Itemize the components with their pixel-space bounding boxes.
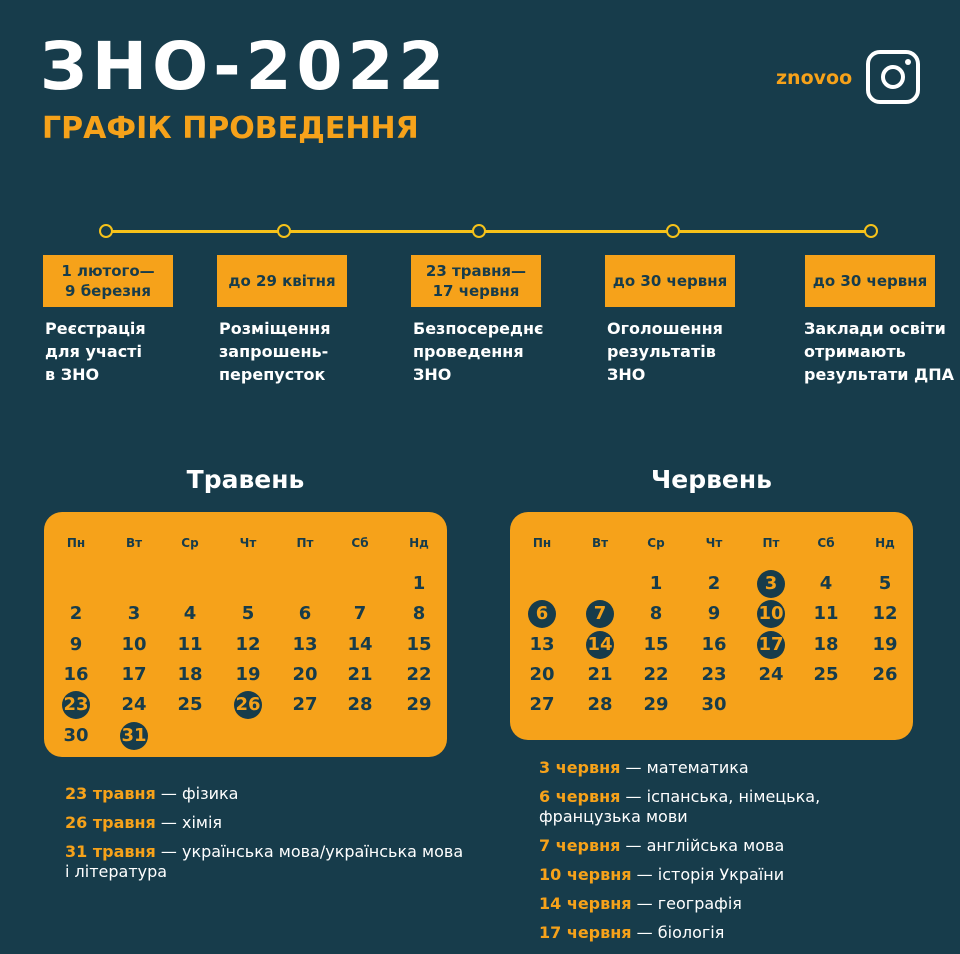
calendar-day: 16 xyxy=(701,633,727,655)
calendar-day: 7 xyxy=(353,603,367,625)
timeline-date: до 30 червня xyxy=(605,255,735,307)
legend-item: 3 червня — математика xyxy=(539,758,749,777)
calendar-day: 5 xyxy=(878,573,892,594)
timeline-date: до 29 квітня xyxy=(217,255,347,307)
weekday-header: Пт xyxy=(762,536,780,550)
legend-item: 10 червня — історія України xyxy=(539,865,785,884)
calendar-day: 16 xyxy=(63,663,89,685)
timeline-dot xyxy=(99,224,113,238)
calendar-day: 15 xyxy=(406,633,432,655)
timeline-description: Реєстрація для участі в ЗНО xyxy=(45,319,146,384)
calendar-day: 6 xyxy=(298,603,312,625)
exam-day: 7 xyxy=(586,600,614,628)
timeline-dot xyxy=(864,224,878,238)
calendar-day: 30 xyxy=(701,694,727,716)
weekday-header: Ср xyxy=(181,536,199,550)
calendar-day: 11 xyxy=(813,603,839,625)
calendar-day: 20 xyxy=(292,663,318,685)
legend-may xyxy=(65,784,465,882)
calendar-may xyxy=(44,512,447,757)
calendar-day: 23 xyxy=(701,663,727,685)
timeline-dot xyxy=(277,224,291,238)
weekday-header: Сб xyxy=(351,536,369,550)
month-title-june: Червень xyxy=(651,465,772,494)
calendar-day: 30 xyxy=(63,724,89,746)
calendar-day: 12 xyxy=(872,603,898,625)
weekday-header: Вт xyxy=(125,536,143,550)
calendar-day: 20 xyxy=(529,663,555,685)
exam-day: 17 xyxy=(757,631,785,659)
exam-day: 10 xyxy=(757,600,785,628)
legend-item: 31 травня — українська мова/українська мова і література xyxy=(65,842,464,881)
calendar-day: 4 xyxy=(819,573,833,594)
calendar-day: 28 xyxy=(347,694,373,716)
page-title: ЗНО-2022 xyxy=(40,28,450,105)
calendar-day: 13 xyxy=(529,633,555,655)
calendar-day: 15 xyxy=(643,633,669,655)
exam-day: 31 xyxy=(120,722,148,750)
timeline-line xyxy=(105,230,870,233)
weekday-header: Пт xyxy=(296,536,314,550)
calendar-day: 8 xyxy=(412,603,426,625)
legend-item: 23 травня — фізика xyxy=(65,784,239,803)
weekday-header: Нд xyxy=(409,536,429,550)
calendar-day: 3 xyxy=(127,603,141,625)
weekday-header: Чт xyxy=(705,536,723,550)
calendar-day: 12 xyxy=(235,633,261,655)
calendar-day: 25 xyxy=(177,694,203,716)
timeline-description: Розміщення запрошень- перепусток xyxy=(219,319,331,384)
calendar-june xyxy=(510,512,913,740)
calendar-day: 13 xyxy=(292,633,318,655)
calendar-day: 22 xyxy=(643,663,669,685)
instagram-lens xyxy=(881,65,905,89)
calendar-day: 21 xyxy=(587,663,613,685)
weekday-header: Вт xyxy=(591,536,609,550)
calendar-day: 17 xyxy=(121,663,147,685)
calendar-day: 25 xyxy=(813,663,839,685)
timeline-dot xyxy=(666,224,680,238)
calendar-day: 4 xyxy=(183,603,197,625)
page-subtitle: ГРАФІК ПРОВЕДЕННЯ xyxy=(42,111,419,146)
exam-day: 23 xyxy=(62,691,90,719)
legend-item: 26 травня — хімія xyxy=(65,813,223,832)
calendar-day: 9 xyxy=(69,633,83,655)
calendar-day: 19 xyxy=(235,663,261,685)
calendar-day: 21 xyxy=(347,663,373,685)
legend-item: 14 червня — географія xyxy=(539,894,742,913)
calendar-day: 29 xyxy=(406,694,432,716)
weekday-header: Чт xyxy=(239,536,257,550)
weekday-header: Пн xyxy=(532,536,552,550)
calendar-day: 18 xyxy=(177,663,203,685)
exam-day: 14 xyxy=(586,631,614,659)
calendar-day: 9 xyxy=(707,603,721,625)
calendar-day: 18 xyxy=(813,633,839,655)
legend-item: 6 червня — іспанська, німецька, французька мови xyxy=(539,787,821,826)
calendar-day: 26 xyxy=(872,663,898,685)
calendar-day: 24 xyxy=(758,663,784,685)
calendar-day: 8 xyxy=(649,603,663,625)
calendar-day: 19 xyxy=(872,633,898,655)
weekday-header: Ср xyxy=(647,536,665,550)
timeline-date: 1 лютого— 9 березня xyxy=(43,255,173,307)
legend-june xyxy=(539,758,859,943)
calendar-day: 10 xyxy=(121,633,147,655)
instagram-dot xyxy=(905,59,911,65)
calendar-day: 2 xyxy=(69,603,83,625)
calendar-day: 1 xyxy=(412,573,426,594)
calendar-day: 14 xyxy=(347,633,373,655)
calendar-day: 1 xyxy=(649,573,663,594)
calendar-day: 27 xyxy=(529,694,555,716)
calendar-day: 2 xyxy=(707,573,721,594)
calendar-day: 29 xyxy=(643,694,669,716)
calendar-day: 5 xyxy=(241,603,255,625)
legend-item: 17 червня — біологія xyxy=(539,923,725,942)
timeline-description: Безпосереднє проведення ЗНО xyxy=(413,319,544,384)
timeline-description: Заклади освіти отримають результати ДПА xyxy=(804,319,955,384)
calendar-day: 22 xyxy=(406,663,432,685)
weekday-header: Нд xyxy=(875,536,895,550)
timeline-date: до 30 червня xyxy=(805,255,935,307)
weekday-header: Пн xyxy=(66,536,86,550)
weekday-header: Сб xyxy=(817,536,835,550)
exam-day: 3 xyxy=(757,570,785,598)
timeline-description: Оголошення результатів ЗНО xyxy=(607,319,723,384)
calendar-day: 28 xyxy=(587,694,613,716)
timeline-dot xyxy=(472,224,486,238)
exam-day: 6 xyxy=(528,600,556,628)
calendar-day: 11 xyxy=(177,633,203,655)
timeline-date: 23 травня— 17 червня xyxy=(411,255,541,307)
instagram-icon[interactable] xyxy=(866,50,920,104)
legend-item: 7 червня — англійська мова xyxy=(539,836,785,855)
calendar-day: 24 xyxy=(121,694,147,716)
calendar-day: 27 xyxy=(292,694,318,716)
month-title-may: Травень xyxy=(186,465,305,494)
exam-day: 26 xyxy=(234,691,262,719)
brand-name[interactable]: znovoo xyxy=(776,67,853,89)
